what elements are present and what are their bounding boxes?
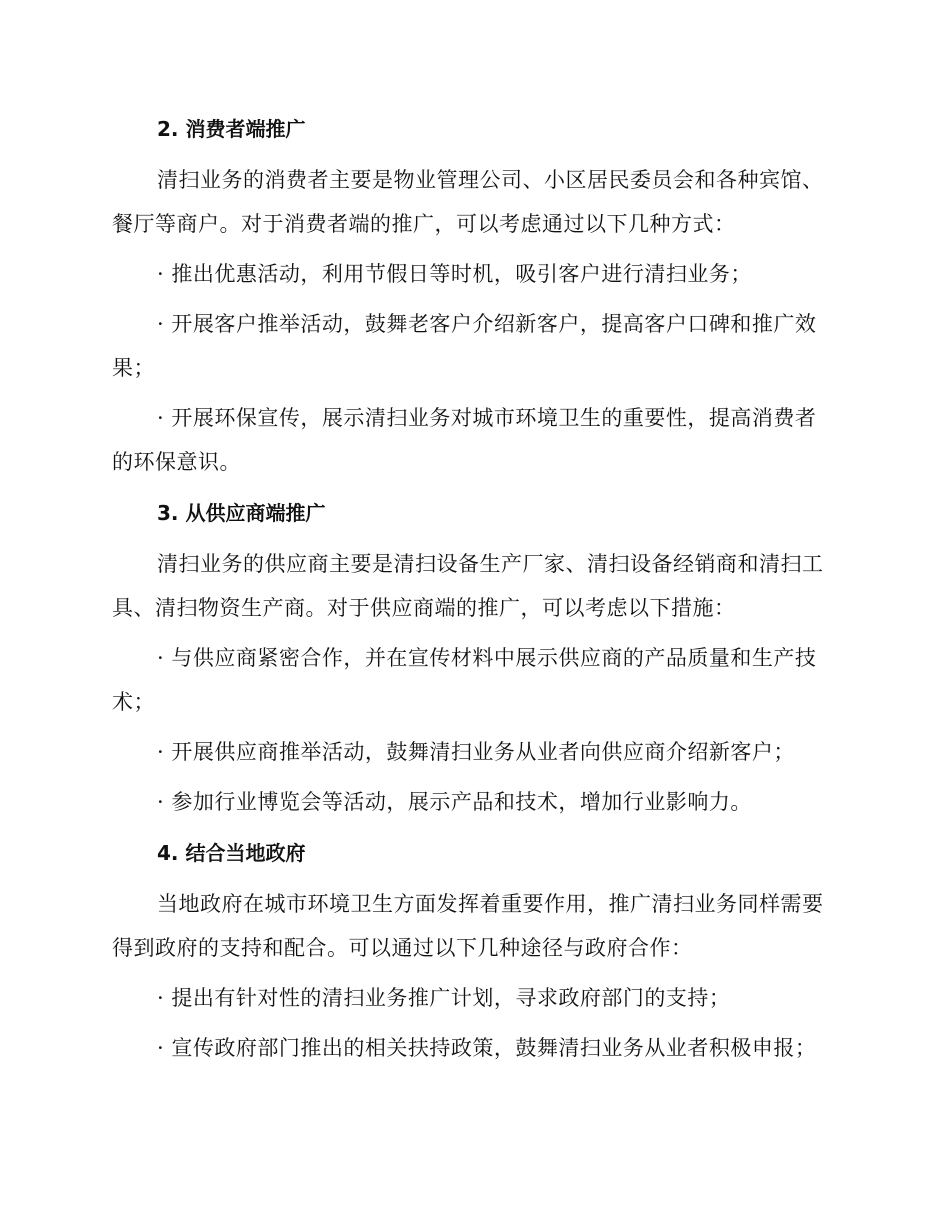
bullet-item: · 宣传政府部门推出的相关扶持政策，鼓舞清扫业务从业者积极申报； — [157, 1036, 817, 1060]
section-paragraph: 清扫业务的消费者主要是物业管理公司、小区居民委员会和各种宾馆、餐厅等商户。对于消费者端的推广，可以考虑通过以下几种方式： — [112, 168, 824, 236]
section-heading: 2. 消费者端推广 — [157, 117, 306, 141]
section-consumer — [112, 100, 832, 484]
section-supplier — [112, 484, 832, 824]
bullet-item: · 提出有针对性的清扫业务推广计划，寻求政府部门的支持； — [157, 986, 731, 1010]
bullet-item: · 开展客户推举活动，鼓舞老客户介绍新客户，提高客户口碑和推广效果； — [112, 312, 817, 380]
section-heading: 3. 从供应商端推广 — [157, 501, 326, 525]
section-paragraph: 当地政府在城市环境卫生方面发挥着重要作用，推广清扫业务同样需要得到政府的支持和配合。可以通过以下几种途径与政府合作： — [112, 892, 824, 960]
section-government — [112, 824, 832, 1070]
bullet-item: · 推出优惠活动，利用节假日等时机，吸引客户进行清扫业务； — [157, 262, 752, 286]
bullet-item: · 与供应商紧密合作，并在宣传材料中展示供应商的产品质量和生产技术； — [112, 646, 817, 714]
bullet-item: · 开展环保宣传，展示清扫业务对城市环境卫生的重要性，提高消费者的环保意识。 — [112, 406, 817, 474]
bullet-item: · 参加行业博览会等活动，展示产品和技术，增加行业影响力。 — [157, 790, 752, 814]
document-page — [112, 100, 832, 1070]
section-paragraph: 清扫业务的供应商主要是清扫设备生产厂家、清扫设备经销商和清扫工具、清扫物资生产商。对于供应商端的推广，可以考虑以下措施： — [112, 552, 824, 620]
section-heading: 4. 结合当地政府 — [157, 841, 306, 865]
bullet-item: · 开展供应商推举活动，鼓舞清扫业务从业者向供应商介绍新客户； — [157, 740, 795, 764]
